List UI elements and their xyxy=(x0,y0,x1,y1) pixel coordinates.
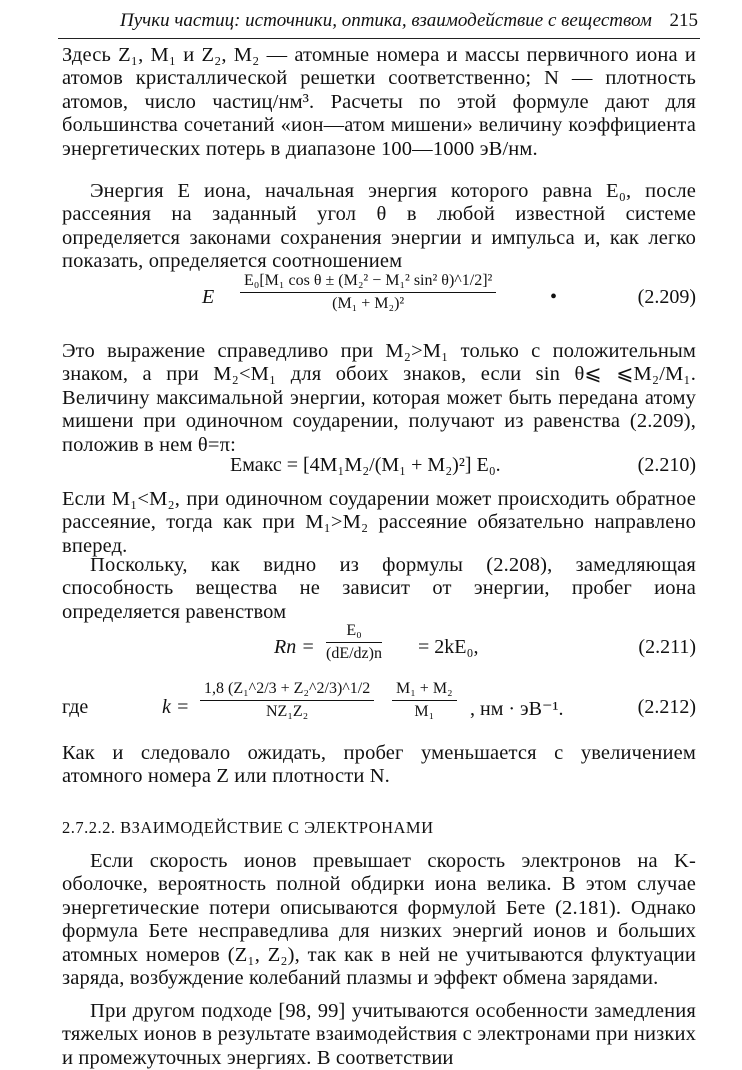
eq209-denominator: (M₁ + M₂)² xyxy=(332,295,405,312)
paragraph-definitions: Здесь Z₁, M₁ и Z₂, M₂ — атомные номера и массы первичного иона и атомов кристаллической решетки соответственно; N — плотность атомов, число частиц/нм³. Расчеты по этой формуле дают для большинства сочетаний «ион—атом мишени» величину коэффициента энергетических потерь в диапазоне 100—1000 эВ/нм. xyxy=(62,44,696,160)
eq212-units: , нм · эВ⁻¹. xyxy=(470,698,564,720)
eq211-rhs: = 2kE₀, xyxy=(418,636,479,658)
eq210-body: Eмакс = [4M₁M₂/(M₁ + M₂)²] E₀. xyxy=(230,454,501,476)
eq210-number: (2.210) xyxy=(637,454,696,476)
eq212-fraction-2 xyxy=(392,680,457,721)
eq212-fraction-1 xyxy=(200,680,374,721)
eq211-denominator: (dE/dz)n xyxy=(326,645,382,662)
eq212-denominator-2: M₁ xyxy=(414,703,435,720)
paragraph-conclusion: Как и следовало ожидать, пробег уменьшается с увеличением атомного номера Z или плотности N. xyxy=(62,742,696,788)
eq212-where: где xyxy=(62,696,89,718)
eq209-tail: • xyxy=(550,286,558,308)
eq212-numerator-2: M₁ + M₂ xyxy=(392,680,457,701)
eq209-number: (2.209) xyxy=(637,286,696,308)
eq211-numerator: E₀ xyxy=(326,622,382,643)
equation-2-211 xyxy=(62,622,696,672)
section-heading: 2.7.2.2. ВЗАИМОДЕЙСТВИЕ С ЭЛЕКТРОНАМИ xyxy=(62,818,434,837)
running-title: Пучки частиц: источники, оптика, взаимодействие с веществом xyxy=(120,10,652,31)
equation-2-209 xyxy=(62,272,696,324)
eq212-denominator-1: NZ₁Z₂ xyxy=(265,703,309,720)
equation-2-212 xyxy=(62,680,696,732)
eq211-number: (2.211) xyxy=(638,636,696,658)
eq212-numerator-1: 1,8 (Z₁^2/3 + Z₂^2/3)^1/2 xyxy=(200,680,374,701)
eq212-number: (2.212) xyxy=(637,696,696,718)
paragraph-energy-intro: Энергия E иона, начальная энергия которого равна E₀, после рассеяния на заданный угол θ в любой известной системе определяется законами сохранения энергии и импульса и, как легко показать, определяется соотношением xyxy=(62,180,696,273)
eq211-fraction xyxy=(326,622,382,663)
paragraph-bethe: Если скорость ионов превышает скорость электронов на K-оболочке, вероятность полной обдирки иона велика. В этом случае энергетические потери описываются формулой Бете (2.181). Однако формула Бете несправедлива для низких энергий ионов и больших атомных номеров (Z₁, Z₂), так как в ней не учитываются флуктуации заряда, возбуждение колебаний плазмы и эффект обмена зарядами. xyxy=(62,850,696,990)
paragraph-heavy-ions: При другом подходе [98, 99] учитываются особенности замедления тяжелых ионов в результате взаимодействия с электронами при низких и промежуточных энергиях. В соответствии xyxy=(62,1000,696,1069)
header-rule xyxy=(58,38,700,39)
paragraph-backscatter: Если M₁<M₂, при одиночном соударении может происходить обратное рассеяние, тогда как при M₁>M₂ рассеяние обязательно направлено вперед. xyxy=(62,488,696,557)
running-header xyxy=(120,4,700,34)
equation-2-210 xyxy=(62,450,696,478)
eq209-numerator: E₀[M₁ cos θ ± (M₂² − M₁² sin² θ)^1/2]² xyxy=(240,272,496,293)
paragraph-range-intro: Поскольку, как видно из формулы (2.208), замедляющая способность вещества не зависит от энергии, пробег иона определяется равенством xyxy=(62,554,696,623)
page-number: 215 xyxy=(669,10,698,31)
eq211-lhs: Rn = xyxy=(274,636,315,658)
eq209-lhs: E xyxy=(202,286,215,308)
paragraph-validity: Это выражение справедливо при M₂>M₁ только с положительным знаком, а при M₂<M₁ для обоих знаков, если sin θ⩽ ⩽M₂/M₁. Величину максимальной энергии, которая может быть передана атому мишени при одиночном соударении, получают из равенства (2.209), положив в нем θ=π: xyxy=(62,340,696,456)
eq212-lhs: k = xyxy=(162,696,190,718)
eq209-fraction xyxy=(240,272,496,313)
